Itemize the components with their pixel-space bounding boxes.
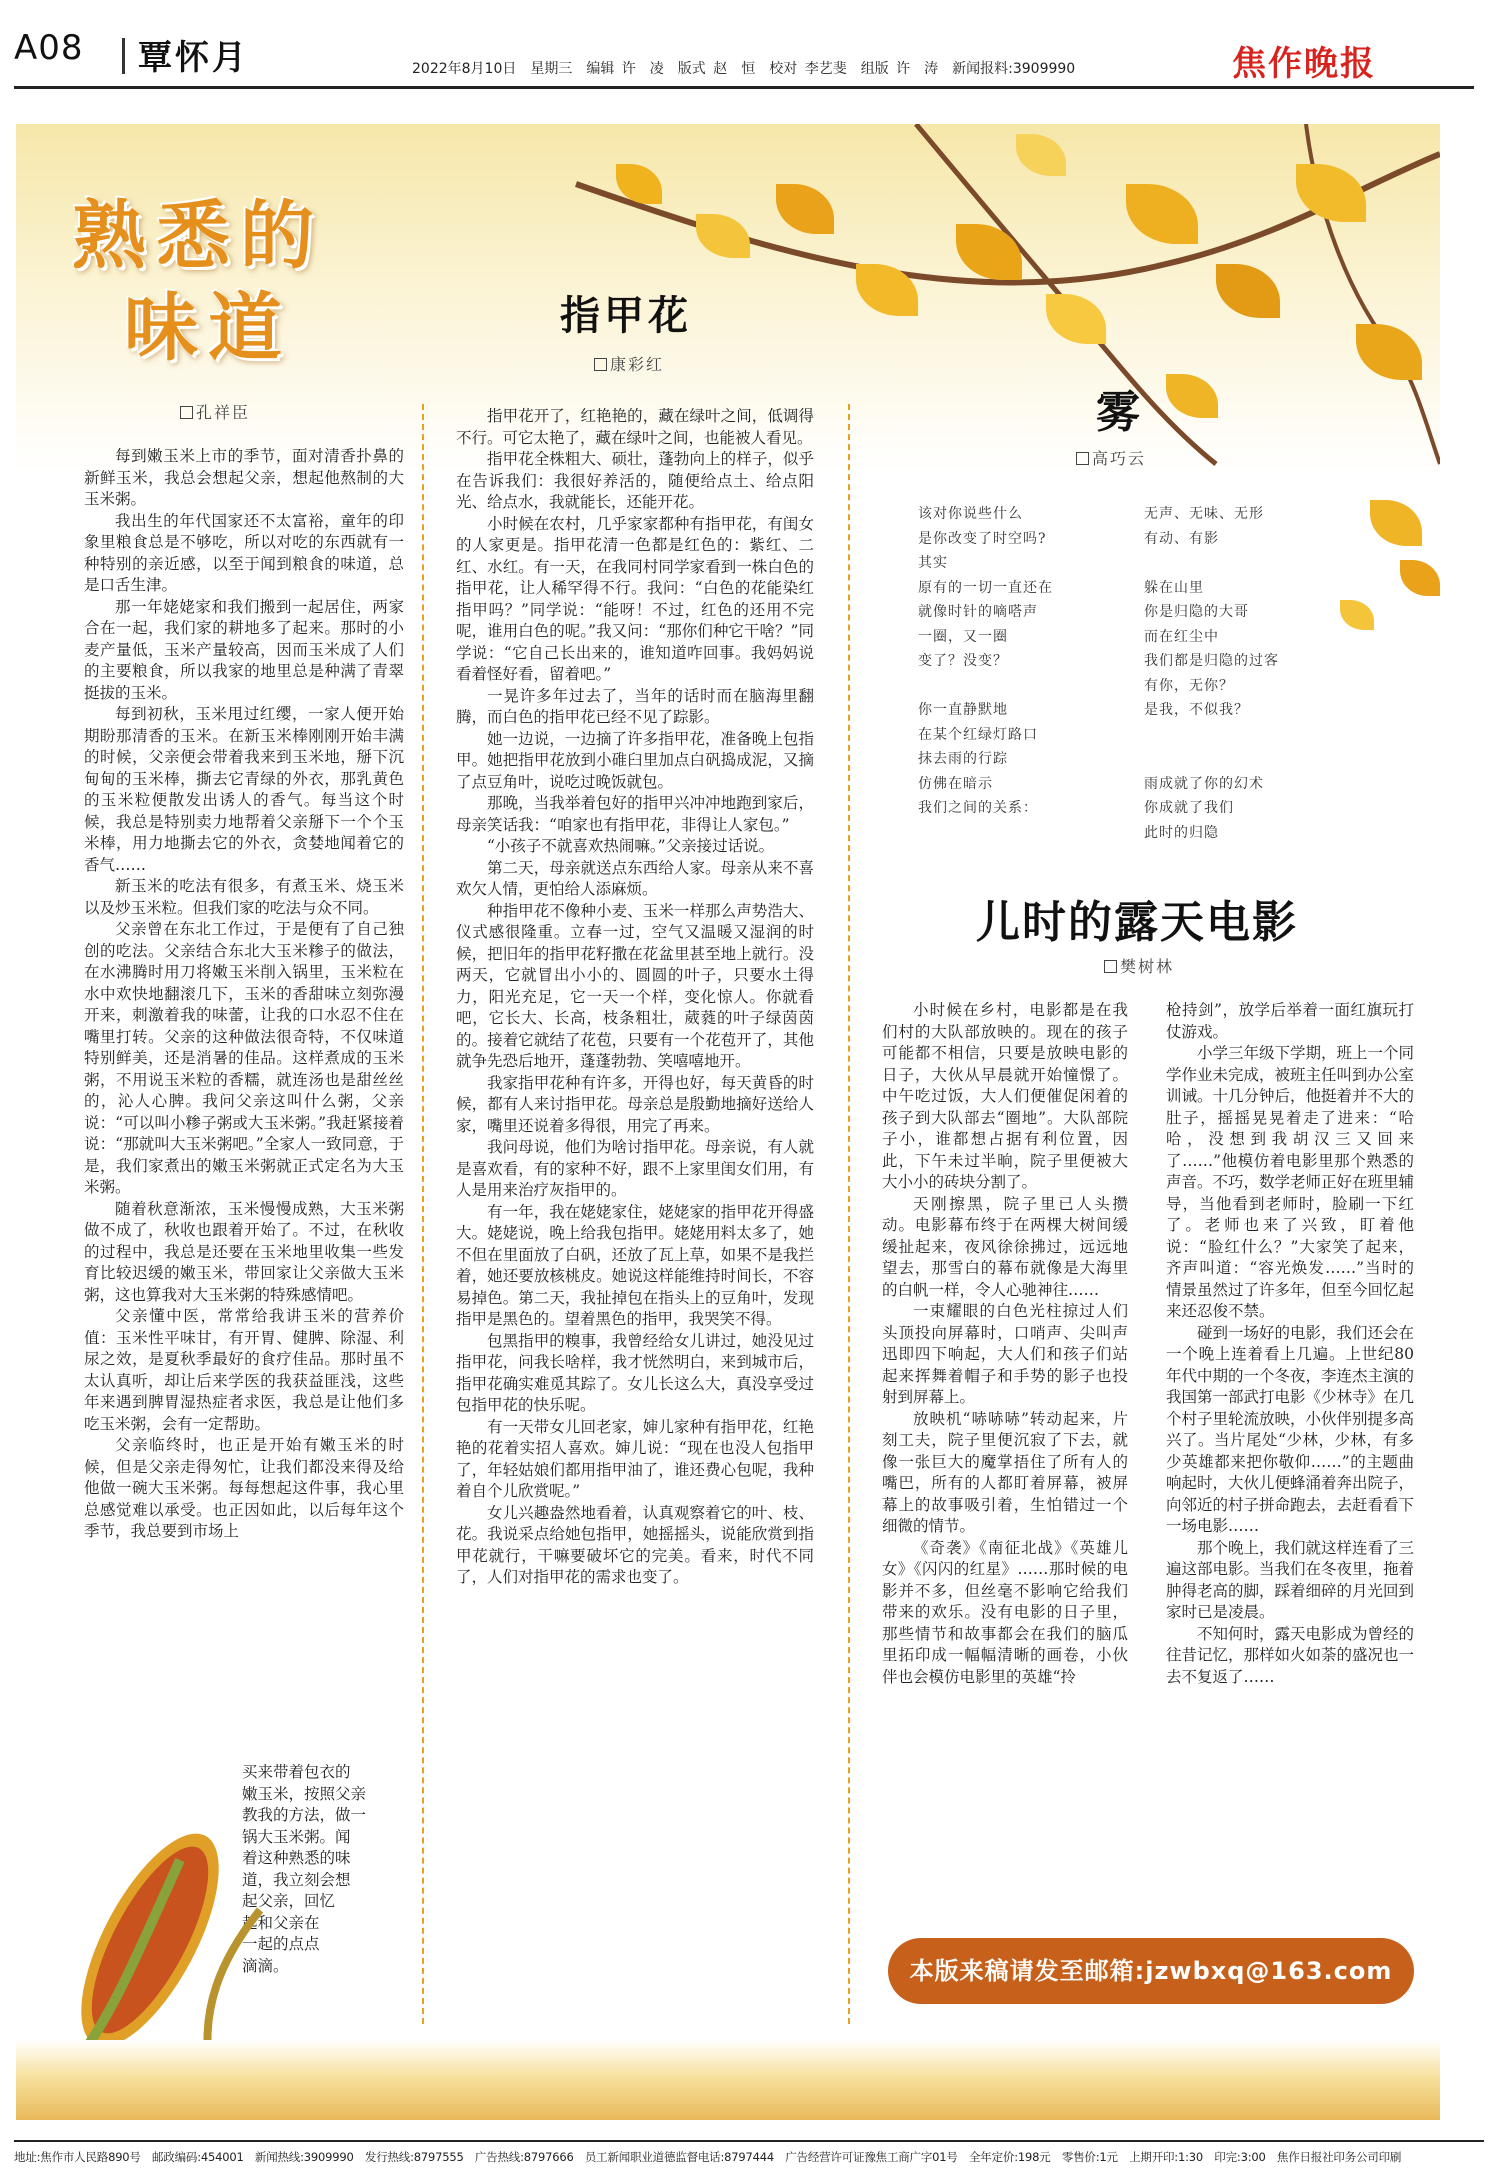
paragraph: 小学三年级下学期，班上一个同学作业未完成，被班主任叫到办公室训诫。十几分钟后，他挺着并不大的肚子，摇摇晃晃着走了进来：“哈哈，没想到我胡汉三又回来了……”他模仿着电影里那个熟悉的声音。不巧，数学老师正好在班里辅导，当他看到老师时，脸刷一下红了。老师也来了兴致，盯着他说：“脸红什么？”大家笑了起来，齐声叫道：“容光焕发……”当时的情景虽然过了许多年，但至今回忆起来还忍俊不禁。 xyxy=(1166,1044,1415,1320)
paragraph: 她一边说，一边摘了许多指甲花，准备晚上包指甲。她把指甲花放到小碓臼里加点白矾捣成泥，又摘了点豆角叶，说吃过晚饭就包。 xyxy=(456,729,814,791)
byline-kangcaihong: 康彩红 xyxy=(594,352,664,375)
poem-line xyxy=(1144,747,1384,772)
poem-line: 仿佛在暗示 xyxy=(918,775,993,792)
poem-line: 是你改变了时空吗? xyxy=(918,530,1047,547)
header-rule xyxy=(14,86,1474,89)
poem-line: 变了？没变？ xyxy=(918,653,1008,669)
byline-kongxiangchen: 孔祥臣 xyxy=(180,400,250,423)
header-divider xyxy=(122,38,125,74)
poem-line: 一圈，又一圈 xyxy=(918,628,1008,645)
paragraph: 包黑指甲的糗事，我曾经给女儿讲过，她没见过指甲花，问我长啥样，我才恍然明白，来到城市后，指甲花确实难觅其踪了。女儿长这么大，真没享受过包指甲花的快乐呢。 xyxy=(456,1331,814,1414)
paragraph: 碰到一场好的电影，我们还会在一个晚上连着看上几遍。上世纪80年代中期的一个冬夜，李连杰主演的我国第一部武打电影《少林寺》在几个村子里轮流放映，小伙伴别提多高兴了。当片尾处“少林，少林，有多少英雄都来把你敬仰……”的主题曲响起时，大伙儿便蜂涌着奔出院子，向邻近的村子拼命跑去，去赶看看下一场电影…… xyxy=(1166,1323,1415,1535)
poem-line: 有动、有影 xyxy=(1144,530,1219,547)
poem-line: 你成就了我们 xyxy=(1144,800,1234,816)
text-line: 着这种熟悉的味 xyxy=(242,1849,351,1867)
paragraph: 我家指甲花种有许多，开得也好，每天黄昏的时候，都有人来讨指甲花。母亲总是殷勤地摘好送给人家，嘴里还说着多得很，用完了再来。 xyxy=(456,1073,814,1135)
paragraph: 有一天带女儿回老家，婶儿家种有指甲花，红艳艳的花着实招人喜欢。婶儿说：“现在也没人包指甲了，年轻姑娘们都用指甲油了，谁还费心包呢，我种着自个儿欣赏呢。” xyxy=(456,1417,814,1500)
text-line: 锅大玉米粥。闻 xyxy=(242,1827,351,1846)
text-line: 起和父亲在 xyxy=(242,1913,320,1932)
poem-wu-right xyxy=(1144,502,1384,845)
paragraph: 《奇袭》《南征北战》《英雄儿女》《闪闪的红星》……那时候的电影并不多，但丝毫不影响它给我们带来的欢乐。没有电影的日子里，那些情节和故事都会在我们的脑瓜里拓印成一幅幅清晰的画卷，小伙伴也会模仿电影里的英雄“拎 xyxy=(882,1538,1128,1686)
paragraph: 小时候在乡村，电影都是在我们村的大队部放映的。现在的孩子可能都不相信，只要是放映电影的日子，大伙从早晨就开始憧憬了。中午吃过饭，大人们便催促闲着的孩子到大队部去“圈地”。大队部院子小，谁都想占据有利位置，因此，下午未过半晌，院子里便被大大小小的砖块分割了。 xyxy=(882,1001,1128,1191)
issue-meta: 2022年8月10日 星期三 编辑 许 凌 版式 赵 恒 校对 李艺斐 组版 许 涛 新闻报料:3909990 xyxy=(412,61,1076,77)
paragraph: 一晃许多年过去了，当年的话时而在脑海里翻腾，而白色的指甲花已经不见了踪影。 xyxy=(456,686,814,726)
title-zhijiahua: 指甲花 xyxy=(560,292,692,339)
paragraph: 那晚，当我举着包好的指甲兴冲冲地跑到家后，母亲笑话我：“咱家也有指甲花，非得让人家包。” xyxy=(456,794,814,834)
poem-line: 躲在山里 xyxy=(1144,579,1204,596)
paragraph: 枪持剑”，放学后举着一面红旗玩打仗游戏。 xyxy=(1166,1001,1414,1041)
poem-line: 在某个红绿灯路口 xyxy=(918,726,1038,743)
poem-line: 无声、无味、无形 xyxy=(1144,506,1264,522)
title-wu: 雾 xyxy=(1096,387,1144,438)
text-line: 滴滴。 xyxy=(242,1956,289,1975)
wheat-field-illustration xyxy=(16,2040,1440,2120)
text-line: 一起的点点 xyxy=(242,1935,320,1953)
article-outdoor-movie-col2 xyxy=(1166,1000,1414,1688)
text-line: 嫩玉米，按照父亲 xyxy=(242,1784,367,1803)
masthead xyxy=(0,0,1498,110)
paragraph: “小孩子不就喜欢热闹嘛。”父亲接过话说。 xyxy=(487,837,775,855)
footer-info: 地址:焦作市人民路890号 邮政编码:454001 新闻热线:3909990 发行热线:8797555 广告热线:8797666 员工新闻职业道德监督电话:8797444 广告经营许可证豫焦工商广字01号 全年定价:198元 零售价:1元 上期开印:1:30 印完:3:00 焦作日报社印务公司印刷 xyxy=(14,2140,1484,2165)
text-line: 教我的方法，做一 xyxy=(242,1806,367,1824)
submission-email-banner[interactable]: 本版来稿请发至邮箱:jzwbxq@163.com xyxy=(888,1938,1414,2004)
paragraph: 每到嫩玉米上市的季节，面对清香扑鼻的新鲜玉米，我总会想起父亲，想起他熬制的大玉米粥。 xyxy=(84,447,404,508)
paragraph: 女儿兴趣盎然地看着，认真观察着它的叶、枝、花。我说采点给她包指甲，她摇摇头，说能欣赏到指甲花就行，干嘛要破坏它的完美。看来，时代不同了，人们对指甲花的需求也变了。 xyxy=(456,1503,814,1586)
poem-line: 雨成就了你的幻术 xyxy=(1144,775,1264,792)
paragraph: 放映机“哧哧哧”转动起来，片刻工夫，院子里便沉寂了下去，就像一张巨大的魔掌捂住了所有人的嘴巴，所有的人都盯着屏幕，被屏幕上的故事吸引着，生怕错过一个细微的情节。 xyxy=(882,1409,1128,1535)
paragraph: 不知何时，露天电影成为曾经的往昔记忆，那样如火如荼的盛况也一去不复返了…… xyxy=(1166,1624,1415,1686)
poem-wu-left xyxy=(918,502,1148,821)
article-zhijiahua xyxy=(456,406,814,1589)
newspaper-logo: 焦作晚报 xyxy=(1232,44,1376,84)
paragraph: 种指甲花不像种小麦、玉米一样那么声势浩大、仪式感很隆重。立春一过，空气又温暖又湿润的时候，把旧年的指甲花籽撒在花盆里甚至地上就行。没两天，它就冒出小小的、圆圆的叶子，只要水土得力，阳光充足，它一天一个样，变化惊人。你就看吧，它长大、长高，枝条粗壮，葳蕤的叶子绿茵茵的。接着它就结了花苞，只要有一个花苞开了，其他就争先恐后地开，蓬蓬勃勃、笑嘻嘻地开。 xyxy=(456,901,814,1070)
paragraph: 那个晚上，我们就这样连看了三遍这部电影。当我们在冬夜里，拖着肿得老高的脚，踩着细碎的月光回到家时已是凌晨。 xyxy=(1166,1538,1415,1621)
poem-line: 原有的一切一直还在 xyxy=(918,579,1053,596)
poem-line: 你一直静默地 xyxy=(918,702,1008,718)
poem-line: 此时的归隐 xyxy=(1144,824,1219,841)
paragraph: 指甲花全株粗大、硕壮，蓬勃向上的样子，似乎在告诉我们：我很好养活的，随便给点土、给点阳光、给点水，我就能长，还能开花。 xyxy=(456,450,814,511)
article-corn-porridge xyxy=(84,446,404,1543)
poem-line: 抹去雨的行踪 xyxy=(918,751,1008,767)
paragraph: 一束耀眼的白色光柱掠过人们头顶投向屏幕时，口哨声、尖叫声迅即四下响起，大人们和孩子们站起来挥舞着帽子和手势的影子也投射到屏幕上。 xyxy=(882,1302,1128,1406)
text-line: 起父亲，回忆 xyxy=(242,1892,336,1910)
column-divider xyxy=(422,404,424,2024)
poem-line xyxy=(1144,551,1384,576)
paragraph: 随着秋意渐浓，玉米慢慢成熟，大玉米粥做不成了，秋收也跟着开始了。不过，在秋收的过程中，我总是还要在玉米地里收集一些发育比较迟缓的嫩玉米，带回家让父亲做大玉米粥，这也算我对大玉米粥的特殊感情吧。 xyxy=(84,1199,404,1304)
text-line: 道，我立刻会想 xyxy=(242,1870,351,1889)
paragraph: 父亲曾在东北工作过，于是便有了自己独创的吃法。父亲结合东北大玉米糁子的做法，在水沸腾时用刀将嫩玉米削入锅里，玉米粒在水中欢快地翻滚几下，玉米的香甜味立刻弥漫开来，刺激着我的味蕾，让我的口水忍不住在嘴里打转。父亲的这种做法很奇特，不仅味道特别鲜美，还是消暑的佳品。这样煮成的玉米粥，不用说玉米粒的香糯，就连汤也是甜丝丝的，沁人心脾。我问父亲这叫什么粥，父亲说：“可以叫小糁子粥或大玉米粥。”我赶紧接着说：“那就叫大玉米粥吧。”全家人一致同意，于是，我们家煮出的嫩玉米粥就正式定名为大玉米粥。 xyxy=(84,920,404,1196)
poem-line: 你是归隐的大哥 xyxy=(1144,604,1249,620)
poem-line: 而在红尘中 xyxy=(1144,628,1219,645)
poem-line: 我们都是归隐的过客 xyxy=(1144,653,1279,669)
ginkgo-leaf xyxy=(1400,560,1440,596)
poem-line: 其实 xyxy=(918,555,948,571)
poem-line: 我们之间的关系： xyxy=(918,800,1038,816)
paragraph: 父亲懂中医，常常给我讲玉米的营养价值：玉米性平味甘，有开胃、健脾、除湿、利尿之效，是夏秋季最好的食疗佳品。那时虽不太认真听，却让后来学医的我获益匪浅，这些年来遇到脾胃湿热症者求医，我总是让他们多吃玉米粥，会有一定帮助。 xyxy=(84,1307,404,1433)
paragraph: 天刚擦黑，院子里已人头攒动。电影幕布终于在两棵大树间缓缓扯起来，夜风徐徐拂过，远远地望去，那雪白的幕布就像是大海里的白帆一样，令人心驰神往…… xyxy=(882,1194,1128,1299)
byline-fanshulin: 樊树林 xyxy=(1104,954,1174,977)
page-number: A08 xyxy=(14,28,84,68)
paragraph: 小时候在农村，几乎家家都种有指甲花，有闺女的人家更是。指甲花清一色都是红色的：紫红、二红、水红。有一天，在我同村同学家看到一株白色的指甲花，让人稀罕得不行。我问：“白色的花能染红指甲吗？”同学说：“能呀！不过，红色的还用不完呢，谁用白色的呢。”我又问：“那你们种它干啥？”同学说：“它自己长出来的，谁知道咋回事。我妈妈说看着怪好看，留着吧。” xyxy=(456,514,814,683)
paragraph: 我问母说，他们为啥讨指甲花。母亲说，有人就是喜欢看，有的家种不好，跟不上家里闺女们用，有人是用来治疗灰指甲的。 xyxy=(456,1138,814,1199)
poem-line: 是我，不似我？ xyxy=(1144,702,1249,718)
title-outdoor-movie: 儿时的露天电影 xyxy=(976,897,1298,948)
byline-gaoqiaoyun: 高巧云 xyxy=(1076,446,1146,469)
poem-line xyxy=(1144,723,1384,748)
poem-line: 该对你说些什么 xyxy=(918,506,1023,522)
paragraph: 新玉米的吃法有很多，有煮玉米、烧玉米以及炒玉米粒。但我们家的吃法与众不同。 xyxy=(84,877,404,917)
paragraph: 第二天，母亲就送点东西给人家。母亲从来不喜欢欠人情，更怕给人添麻烦。 xyxy=(456,858,814,898)
section-name: 覃怀月 xyxy=(138,38,249,78)
paragraph: 那一年姥姥家和我们搬到一起居住，两家合在一起，我们家的耕地多了起来。那时的小麦产量低，玉米产量较高，因而玉米成了人们的主要粮食，所以我家的地里总是种满了青翠挺拔的玉米。 xyxy=(84,597,404,702)
paragraph: 每到初秋，玉米甩过红缨，一家人便开始期盼那清香的玉米。在新玉米棒刚刚开始丰满的时候，父亲便会带着我来到玉米地，掰下沉甸甸的玉米棒，撕去它青绿的外衣，那乳黄色的玉米粒便散发出诱人的香气。每当这个时候，我总是特别卖力地帮着父亲掰下一个个玉米棒，用力地撕去它的外衣，贪婪地闻着它的香气…… xyxy=(84,705,404,874)
paragraph: 父亲临终时，也正是开始有嫩玉米的时候，但是父亲走得匆忙，让我们都没来得及给他做一碗大玉米粥。每每想起这件事，我心里总感觉难以承受。也正因如此，以后每年这个季节，我总要到市场上 xyxy=(84,1436,404,1540)
poem-line: 就像时针的嘀嗒声 xyxy=(918,604,1038,620)
paragraph: 指甲花开了，红艳艳的，藏在绿叶之间，低调得不行。可它太艳了，藏在绿叶之间，也能被人看见。 xyxy=(456,407,814,447)
feature-title: 熟悉的 味道 xyxy=(72,193,324,371)
text-line: 买来带着包衣的 xyxy=(242,1763,351,1781)
poem-line: 有你，无你？ xyxy=(1144,677,1234,694)
paragraph: 有一年，我在姥姥家住，姥姥家的指甲花开得盛大。姥姥说，晚上给我包指甲。姥姥用料太多了，她不但在里面放了白矾，还放了瓦上草，如果不是我拦着，她还要放核桃皮。她说这样能维持时间长，不容易掉色。第二天，我扯掉包在指头上的豆角叶，发现指甲是黑色的。望着黑色的指甲，我哭笑不得。 xyxy=(456,1202,814,1328)
article-outdoor-movie-col1 xyxy=(882,1000,1128,1688)
column-divider xyxy=(848,404,850,2024)
paragraph: 我出生的年代国家还不太富裕，童年的印象里粮食总是不够吃，所以对吃的东西就有一种特别的亲近感，以至于闻到粮食的味道，总是口舌生津。 xyxy=(84,511,404,594)
poem-line xyxy=(918,674,1148,699)
